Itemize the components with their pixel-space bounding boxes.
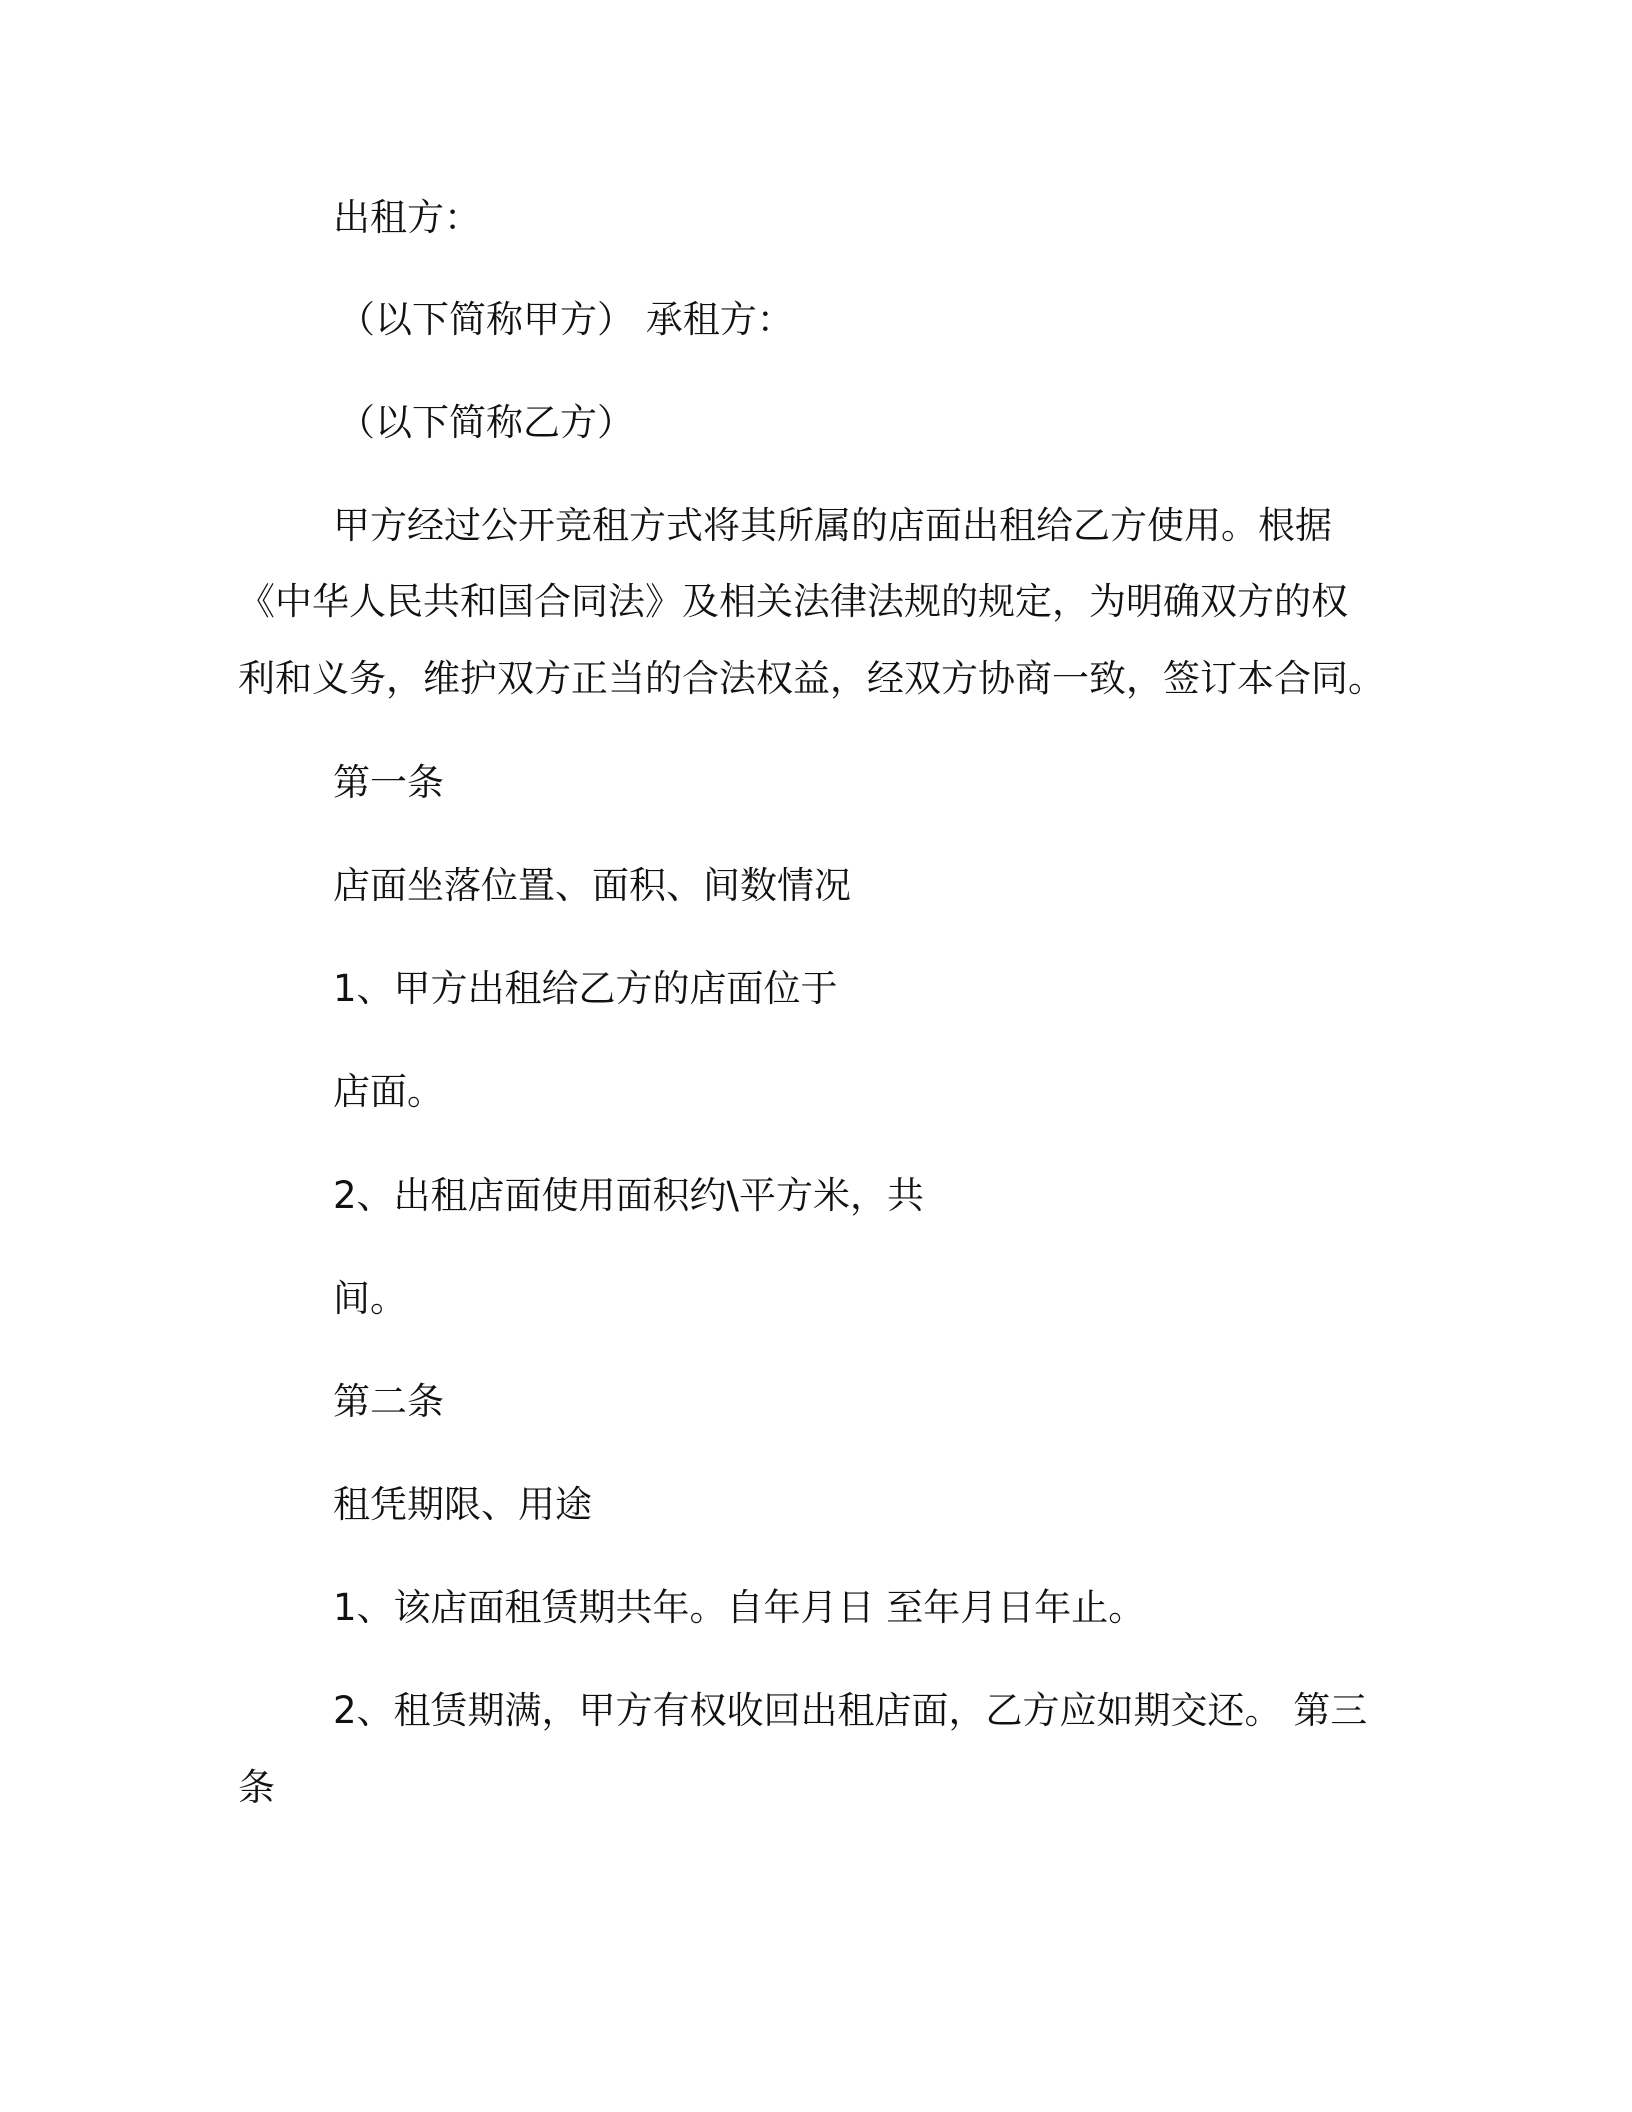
article-2-item-2-line-1: 2、租赁期满，甲方有权收回出租店面，乙方应如期交还。 第三: [333, 1689, 1368, 1732]
article-1-title: 店面坐落位置、面积、间数情况: [333, 864, 851, 907]
article-2-title: 租凭期限、用途: [333, 1483, 592, 1526]
party-a-lessee-line: （以下简称甲方） 承租方：: [338, 298, 794, 341]
article-1-item-2-line-1: 2、出租店面使用面积约\平方米，共: [333, 1174, 925, 1217]
article-1-item-2-line-2: 间。: [333, 1277, 407, 1320]
party-b-line: （以下简称乙方）: [338, 401, 634, 444]
article-2-item-1: 1、该店面租赁期共年。自年月日 至年月日年止。: [333, 1586, 1146, 1629]
article-2-item-2-line-2: 条: [238, 1766, 275, 1809]
article-2-heading: 第二条: [333, 1380, 444, 1423]
preamble-line-2: 《中华人民共和国合同法》及相关法律法规的规定，为明确双方的权: [238, 580, 1348, 623]
preamble-line-1: 甲方经过公开竞租方式将其所属的店面出租给乙方使用。根据: [333, 504, 1332, 547]
lessor-label: 出租方：: [333, 196, 481, 239]
article-1-heading: 第一条: [333, 761, 444, 804]
article-1-item-1-line-1: 1、甲方出租给乙方的店面位于: [333, 967, 838, 1010]
preamble-line-3: 利和义务，维护双方正当的合法权益，经双方协商一致，签订本合同。: [238, 657, 1385, 700]
article-1-item-1-line-2: 店面。: [333, 1070, 444, 1113]
